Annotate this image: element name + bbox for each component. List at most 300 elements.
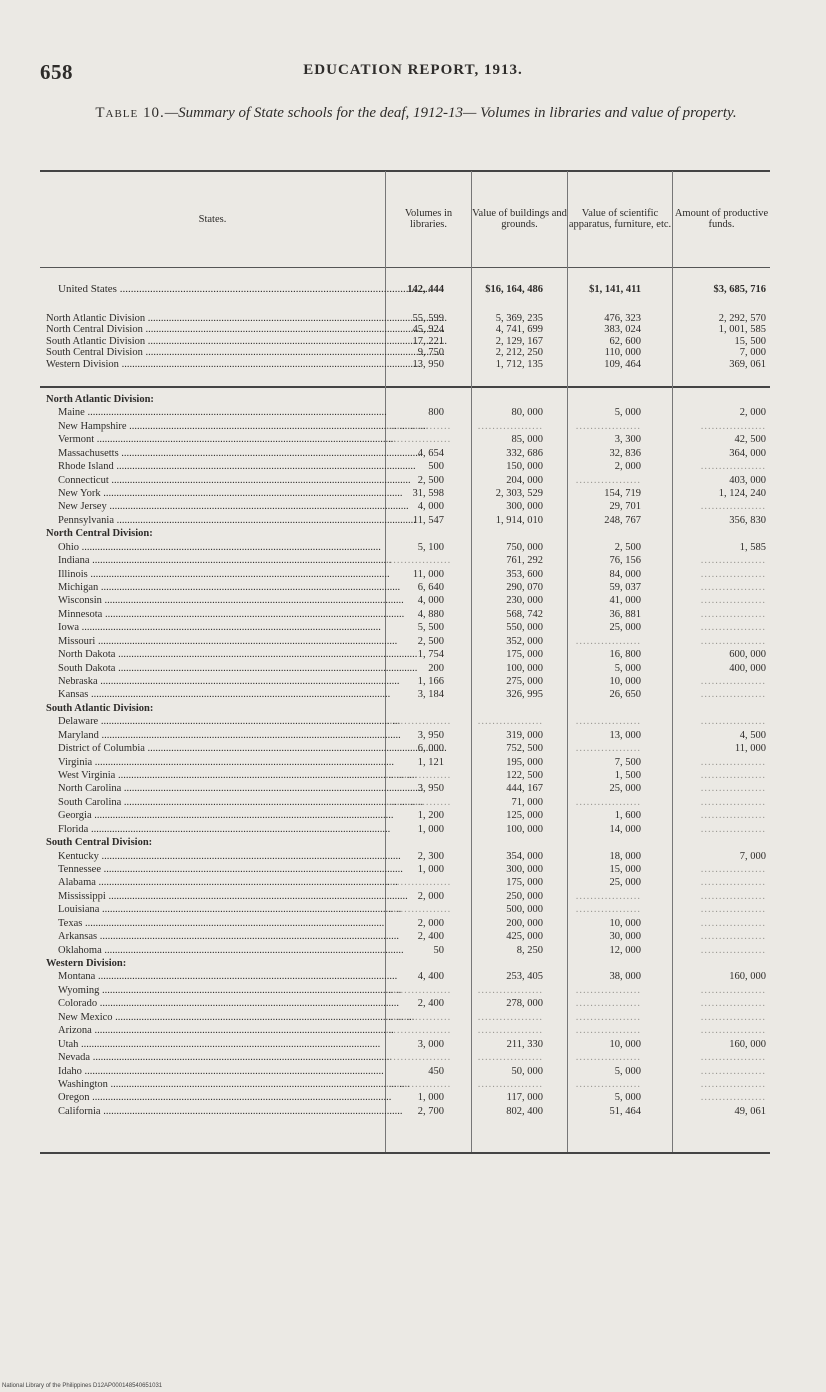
state-name: Alabama ..... xyxy=(58,877,380,888)
header-funds: Amount of productive funds. xyxy=(674,208,769,230)
volumes-cell: 1, 200 xyxy=(417,810,444,822)
funds-cell: 356, 830 xyxy=(729,514,766,526)
funds-cell: .................. xyxy=(700,622,766,634)
volumes-cell: 2, 000 xyxy=(417,890,444,902)
division-summary-row xyxy=(40,313,770,324)
table-row xyxy=(40,985,770,996)
table-row xyxy=(40,663,770,674)
funds-cell: 7, 000 xyxy=(739,850,766,862)
table-row xyxy=(40,448,770,459)
buildings-cell: 71, 000 xyxy=(511,796,543,808)
table-row xyxy=(40,1039,770,1050)
state-name: Minnesota ..... xyxy=(58,609,380,620)
buildings-cell: 100, 000 xyxy=(506,823,543,835)
state-name: Iowa ..... xyxy=(58,622,380,633)
buildings-cell: 200, 000 xyxy=(506,917,543,929)
buildings-cell: 444, 167 xyxy=(506,783,543,795)
table-row xyxy=(40,864,770,875)
buildings-cell: .................. xyxy=(477,1078,543,1090)
apparatus-cell: .................. xyxy=(575,984,641,996)
apparatus-cell: 36, 881 xyxy=(609,608,641,620)
funds-cell: 11, 000 xyxy=(734,743,766,755)
state-name: South Central Division ..... xyxy=(46,347,380,358)
funds-cell: 4, 500 xyxy=(739,729,766,741)
table-row xyxy=(40,770,770,781)
state-name: New York ..... xyxy=(58,488,380,499)
apparatus-cell: 154, 719 xyxy=(604,488,641,499)
apparatus-cell: 76, 156 xyxy=(609,555,641,567)
buildings-cell: 175, 000 xyxy=(506,649,543,661)
apparatus-cell: .................. xyxy=(575,743,641,755)
funds-cell: .................. xyxy=(700,420,766,432)
apparatus-cell: .................. xyxy=(575,1052,641,1064)
table-row xyxy=(40,945,770,956)
state-name: Wyoming ..... xyxy=(58,985,380,996)
volumes-cell: 11, 000 xyxy=(412,568,444,580)
apparatus-cell: 59, 037 xyxy=(609,582,641,594)
funds-cell: 42, 500 xyxy=(734,434,766,446)
apparatus-cell: 5, 000 xyxy=(614,1065,641,1077)
state-name: Florida ..... xyxy=(58,824,380,835)
funds-cell: .................. xyxy=(700,917,766,929)
buildings-cell: 5, 369, 235 xyxy=(495,313,543,324)
table-row xyxy=(40,434,770,445)
apparatus-cell: 7, 500 xyxy=(614,756,641,768)
buildings-cell: .................. xyxy=(477,1011,543,1023)
volumes-cell: 6, 640 xyxy=(417,582,444,594)
state-name: Maryland ..... xyxy=(58,730,380,741)
summary-rule xyxy=(40,386,770,388)
volumes-cell: 1, 166 xyxy=(417,676,444,688)
funds-cell: .................. xyxy=(700,796,766,808)
buildings-cell: .................. xyxy=(477,984,543,996)
apparatus-cell: 5, 000 xyxy=(614,1092,641,1104)
funds-cell: 400, 000 xyxy=(729,662,766,674)
volumes-cell: 1, 754 xyxy=(417,649,444,661)
apparatus-cell: 5, 000 xyxy=(614,662,641,674)
volumes-cell: 2, 000 xyxy=(417,917,444,929)
state-name: Missouri ..... xyxy=(58,636,380,647)
volumes-cell: 4, 000 xyxy=(417,501,444,513)
buildings-cell: 2, 212, 250 xyxy=(495,347,543,359)
state-name: Connecticut ..... xyxy=(58,475,380,486)
volumes-cell: .................. xyxy=(386,434,452,446)
state-name: Kentucky ..... xyxy=(58,851,380,862)
volumes-cell: 800 xyxy=(428,407,444,419)
apparatus-cell: .................. xyxy=(575,998,641,1010)
table-row xyxy=(40,1092,770,1103)
division-summary-row xyxy=(40,336,770,347)
state-name: California ..... xyxy=(58,1106,380,1117)
buildings-cell: 50, 000 xyxy=(511,1065,543,1077)
funds-cell: .................. xyxy=(700,568,766,580)
volumes-cell: 5, 500 xyxy=(417,622,444,634)
state-name: Georgia ..... xyxy=(58,810,380,821)
buildings-cell: 2, 129, 167 xyxy=(495,335,543,347)
table-row xyxy=(40,891,770,902)
buildings-cell: 353, 600 xyxy=(506,568,543,580)
apparatus-cell: 1, 500 xyxy=(614,770,641,782)
buildings-cell: 278, 000 xyxy=(506,998,543,1010)
table-row xyxy=(40,824,770,835)
funds-cell: .................. xyxy=(700,716,766,728)
table-row xyxy=(40,716,770,727)
funds-cell: 600, 000 xyxy=(729,649,766,661)
funds-cell: .................. xyxy=(700,810,766,822)
funds-cell: .................. xyxy=(700,931,766,943)
apparatus-cell: 2, 000 xyxy=(614,461,641,473)
volumes-cell: 4, 000 xyxy=(417,595,444,607)
table-row xyxy=(40,636,770,647)
state-name: Rhode Island ..... xyxy=(58,461,380,472)
apparatus-cell: .................. xyxy=(575,420,641,432)
state-name: Tennessee ..... xyxy=(58,864,380,875)
buildings-cell: 100, 000 xyxy=(506,662,543,674)
volumes-cell: .................. xyxy=(386,877,452,889)
state-name: Nebraska ..... xyxy=(58,676,380,687)
division-summary-row xyxy=(40,347,770,358)
funds-cell: 364, 000 xyxy=(729,447,766,459)
funds-cell: .................. xyxy=(700,676,766,688)
buildings-cell: 802, 400 xyxy=(506,1105,543,1117)
buildings-cell: 425, 000 xyxy=(506,931,543,943)
volumes-cell: 1, 121 xyxy=(417,756,444,768)
apparatus-cell: .................. xyxy=(575,1025,641,1037)
buildings-cell: $16, 164, 486 xyxy=(485,284,543,295)
division-row xyxy=(40,528,770,539)
buildings-cell: 8, 250 xyxy=(516,944,543,956)
buildings-cell: 1, 712, 135 xyxy=(495,358,543,370)
state-name: New Mexico ..... xyxy=(58,1012,380,1023)
volumes-cell: 4, 400 xyxy=(417,971,444,983)
header-apparatus: Value of scientific apparatus, furniture, etc. xyxy=(568,208,672,230)
buildings-cell: 352, 000 xyxy=(506,635,543,647)
apparatus-cell: 12, 000 xyxy=(609,944,641,956)
division-summary-row xyxy=(40,324,770,335)
funds-cell: .................. xyxy=(700,998,766,1010)
table-row xyxy=(40,582,770,593)
buildings-cell: 500, 000 xyxy=(506,904,543,916)
table-row xyxy=(40,689,770,700)
apparatus-cell: 10, 000 xyxy=(609,1038,641,1050)
table-row xyxy=(40,971,770,982)
division-row xyxy=(40,394,770,405)
funds-cell: 160, 000 xyxy=(729,1038,766,1050)
buildings-cell: 1, 914, 010 xyxy=(495,514,543,526)
apparatus-cell: 14, 000 xyxy=(609,823,641,835)
state-name: Arizona ..... xyxy=(58,1025,380,1036)
table-row xyxy=(40,918,770,929)
table-row xyxy=(40,998,770,1009)
volumes-cell: 2, 500 xyxy=(417,635,444,647)
apparatus-cell: 18, 000 xyxy=(609,850,641,862)
volumes-cell: .................. xyxy=(386,1011,452,1023)
buildings-cell: 354, 000 xyxy=(506,850,543,862)
funds-cell: 403, 000 xyxy=(729,474,766,486)
apparatus-cell: .................. xyxy=(575,716,641,728)
apparatus-cell: 25, 000 xyxy=(609,622,641,634)
table-row xyxy=(40,676,770,687)
running-head: EDUCATION REPORT, 1913. xyxy=(303,62,523,78)
table-row xyxy=(40,1012,770,1023)
table-row xyxy=(40,542,770,553)
funds-cell: .................. xyxy=(700,689,766,701)
apparatus-cell: 1, 600 xyxy=(614,810,641,822)
state-name: Kansas ..... xyxy=(58,689,380,700)
apparatus-cell: 38, 000 xyxy=(609,971,641,983)
division-heading: North Central Division: xyxy=(46,528,153,540)
buildings-cell: 204, 000 xyxy=(506,474,543,486)
state-name: North Dakota ..... xyxy=(58,649,380,660)
table-row xyxy=(40,1025,770,1036)
buildings-cell: .................. xyxy=(477,420,543,432)
header-buildings: Value of buildings and grounds. xyxy=(472,208,567,230)
funds-cell: .................. xyxy=(700,595,766,607)
state-name: New Hampshire ..... xyxy=(58,421,380,432)
funds-cell: 49, 061 xyxy=(734,1105,766,1117)
volumes-cell: 1, 000 xyxy=(417,823,444,835)
division-heading: South Central Division: xyxy=(46,837,153,849)
funds-cell: .................. xyxy=(700,1052,766,1064)
table-row xyxy=(40,569,770,580)
state-name: Oklahoma ..... xyxy=(58,945,380,956)
state-name: Idaho ..... xyxy=(58,1066,380,1077)
apparatus-cell: 29, 701 xyxy=(609,501,641,513)
buildings-cell: 80, 000 xyxy=(511,407,543,419)
apparatus-cell: 16, 800 xyxy=(609,649,641,661)
apparatus-cell: 84, 000 xyxy=(609,568,641,580)
funds-cell: 1, 585 xyxy=(739,541,766,553)
division-heading: Western Division: xyxy=(46,958,127,970)
state-name: Oregon ..... xyxy=(58,1092,380,1103)
table-row xyxy=(40,501,770,512)
volumes-cell: .................. xyxy=(386,716,452,728)
funds-cell: .................. xyxy=(700,823,766,835)
division-summary-row xyxy=(40,359,770,370)
volumes-cell: .................. xyxy=(386,904,452,916)
division-heading: South Atlantic Division: xyxy=(46,702,154,714)
apparatus-cell: 25, 000 xyxy=(609,783,641,795)
volumes-cell: 4, 880 xyxy=(417,608,444,620)
volumes-cell: 200 xyxy=(428,662,444,674)
volumes-cell: .................. xyxy=(386,984,452,996)
apparatus-cell: 10, 000 xyxy=(609,917,641,929)
funds-cell: .................. xyxy=(700,756,766,768)
state-name: Ohio ..... xyxy=(58,542,380,553)
volumes-cell: .................. xyxy=(386,555,452,567)
apparatus-cell: 383, 024 xyxy=(604,324,641,336)
apparatus-cell: 25, 000 xyxy=(609,877,641,889)
volumes-cell: .................. xyxy=(386,1052,452,1064)
funds-cell: .................. xyxy=(700,608,766,620)
buildings-cell: 195, 000 xyxy=(506,756,543,768)
volumes-cell: .................. xyxy=(386,1025,452,1037)
state-name: Nevada ..... xyxy=(58,1052,380,1063)
footer-credit: National Library of the Philippines D12AP000148540651031 xyxy=(2,1383,163,1389)
buildings-cell: 253, 405 xyxy=(506,971,543,983)
state-name: South Atlantic Division ..... xyxy=(46,336,380,347)
table-row xyxy=(40,475,770,486)
table-caption xyxy=(40,104,792,122)
volumes-cell: .................. xyxy=(386,420,452,432)
volumes-cell: 50 xyxy=(433,944,444,956)
apparatus-cell: 51, 464 xyxy=(609,1105,641,1117)
buildings-cell: 275, 000 xyxy=(506,676,543,688)
state-name: Virginia ..... xyxy=(58,757,380,768)
volumes-cell: 2, 700 xyxy=(417,1105,444,1117)
volumes-cell: 9, 750 xyxy=(417,347,444,359)
apparatus-cell: 248, 767 xyxy=(604,514,641,526)
volumes-cell: 45, 924 xyxy=(412,324,444,336)
funds-cell: .................. xyxy=(700,1011,766,1023)
funds-cell: 369, 061 xyxy=(729,358,766,370)
table-row xyxy=(40,622,770,633)
table-row xyxy=(40,1066,770,1077)
state-name: Montana ..... xyxy=(58,971,380,982)
table-row xyxy=(40,488,770,499)
state-name: North Atlantic Division ..... xyxy=(46,313,380,324)
state-name: South Carolina ..... xyxy=(58,797,380,808)
state-name: Michigan ..... xyxy=(58,582,380,593)
table-row xyxy=(40,595,770,606)
state-name: Wisconsin ..... xyxy=(58,595,380,606)
funds-cell: .................. xyxy=(700,635,766,647)
buildings-cell: 568, 742 xyxy=(506,608,543,620)
apparatus-cell: 32, 836 xyxy=(609,447,641,459)
table-row xyxy=(40,1106,770,1117)
apparatus-cell: 10, 000 xyxy=(609,676,641,688)
division-row xyxy=(40,958,770,969)
funds-cell: .................. xyxy=(700,904,766,916)
caption-title: —Summary of State schools for the deaf, 1912-13— Volumes in libraries and value of property. xyxy=(164,105,737,121)
apparatus-cell: 26, 650 xyxy=(609,689,641,701)
state-name: Delaware ..... xyxy=(58,716,380,727)
table-bottom-rule xyxy=(40,1152,770,1154)
funds-cell: .................. xyxy=(700,1078,766,1090)
volumes-cell: 3, 000 xyxy=(417,1038,444,1050)
buildings-cell: .................. xyxy=(477,1052,543,1064)
funds-cell: .................. xyxy=(700,770,766,782)
buildings-cell: 750, 000 xyxy=(506,541,543,553)
volumes-cell: 6, 000 xyxy=(417,743,444,755)
state-name: Indiana ..... xyxy=(58,555,380,566)
buildings-cell: 122, 500 xyxy=(506,770,543,782)
volumes-cell: .................. xyxy=(386,1078,452,1090)
state-name: South Dakota ..... xyxy=(58,663,380,674)
state-name: Mississippi ..... xyxy=(58,891,380,902)
volumes-cell: .................. xyxy=(386,796,452,808)
volumes-cell: 55, 599 xyxy=(412,313,444,324)
apparatus-cell: 62, 600 xyxy=(609,335,641,347)
division-row xyxy=(40,837,770,848)
state-name: Vermont ..... xyxy=(58,434,380,445)
buildings-cell: 2, 303, 529 xyxy=(495,488,543,499)
apparatus-cell: .................. xyxy=(575,890,641,902)
volumes-cell: 2, 400 xyxy=(417,931,444,943)
funds-cell: 160, 000 xyxy=(729,971,766,983)
state-name: United States ..... xyxy=(58,284,380,295)
table-row xyxy=(40,931,770,942)
table-row xyxy=(40,515,770,526)
buildings-cell: 326, 995 xyxy=(506,689,543,701)
state-name: West Virginia ..... xyxy=(58,770,380,781)
funds-cell: 15, 500 xyxy=(734,335,766,347)
volumes-cell: 5, 100 xyxy=(417,541,444,553)
funds-cell: .................. xyxy=(700,783,766,795)
state-name: Pennsylvania ..... xyxy=(58,515,380,526)
apparatus-cell: 13, 000 xyxy=(609,729,641,741)
funds-cell: .................. xyxy=(700,1092,766,1104)
table-row xyxy=(40,810,770,821)
funds-cell: .................. xyxy=(700,1025,766,1037)
volumes-cell: 13, 950 xyxy=(412,358,444,370)
state-name: Illinois ..... xyxy=(58,569,380,580)
header-volumes: Volumes in libraries. xyxy=(404,208,453,230)
state-name: Arkansas ..... xyxy=(58,931,380,942)
state-name: Washington ..... xyxy=(58,1079,380,1090)
table-row xyxy=(40,757,770,768)
table-row xyxy=(40,609,770,620)
table-row xyxy=(40,461,770,472)
funds-cell: $3, 685, 716 xyxy=(713,284,766,295)
caption-lead: Table 10. xyxy=(95,105,165,121)
funds-cell: .................. xyxy=(700,501,766,513)
table-row xyxy=(40,649,770,660)
state-name: New Jersey ..... xyxy=(58,501,380,512)
buildings-cell: 250, 000 xyxy=(506,890,543,902)
buildings-cell: 332, 686 xyxy=(506,447,543,459)
buildings-cell: 550, 000 xyxy=(506,622,543,634)
buildings-cell: 290, 070 xyxy=(506,582,543,594)
volumes-cell: 1, 000 xyxy=(417,1092,444,1104)
united-states-row xyxy=(40,284,770,295)
funds-cell: 7, 000 xyxy=(739,347,766,359)
buildings-cell: 85, 000 xyxy=(511,434,543,446)
table-row xyxy=(40,555,770,566)
apparatus-cell: .................. xyxy=(575,474,641,486)
buildings-cell: 211, 330 xyxy=(506,1038,543,1050)
apparatus-cell: 15, 000 xyxy=(609,864,641,876)
funds-cell: .................. xyxy=(700,1065,766,1077)
table-row xyxy=(40,421,770,432)
state-name: North Central Division ..... xyxy=(46,324,380,335)
funds-cell: 1, 001, 585 xyxy=(718,324,766,336)
page-number: 658 xyxy=(40,60,73,84)
funds-cell: .................. xyxy=(700,877,766,889)
apparatus-cell: 5, 000 xyxy=(614,407,641,419)
table-row xyxy=(40,851,770,862)
table-row xyxy=(40,407,770,418)
volumes-cell: 17, 221 xyxy=(412,335,444,347)
buildings-cell: 319, 000 xyxy=(506,729,543,741)
apparatus-cell: 110, 000 xyxy=(604,347,641,359)
funds-cell: 1, 124, 240 xyxy=(718,488,766,499)
buildings-cell: 175, 000 xyxy=(506,877,543,889)
apparatus-cell: 2, 500 xyxy=(614,541,641,553)
volumes-cell: 2, 300 xyxy=(417,850,444,862)
state-name: District of Columbia ..... xyxy=(58,743,380,754)
funds-cell: .................. xyxy=(700,582,766,594)
buildings-cell: 300, 000 xyxy=(506,864,543,876)
table-row xyxy=(40,1079,770,1090)
funds-cell: .................. xyxy=(700,555,766,567)
header-states: States. xyxy=(198,213,227,225)
volumes-cell: 2, 400 xyxy=(417,998,444,1010)
apparatus-cell: 41, 000 xyxy=(609,595,641,607)
apparatus-cell: .................. xyxy=(575,635,641,647)
header-rule xyxy=(40,267,770,268)
buildings-cell: 150, 000 xyxy=(506,461,543,473)
